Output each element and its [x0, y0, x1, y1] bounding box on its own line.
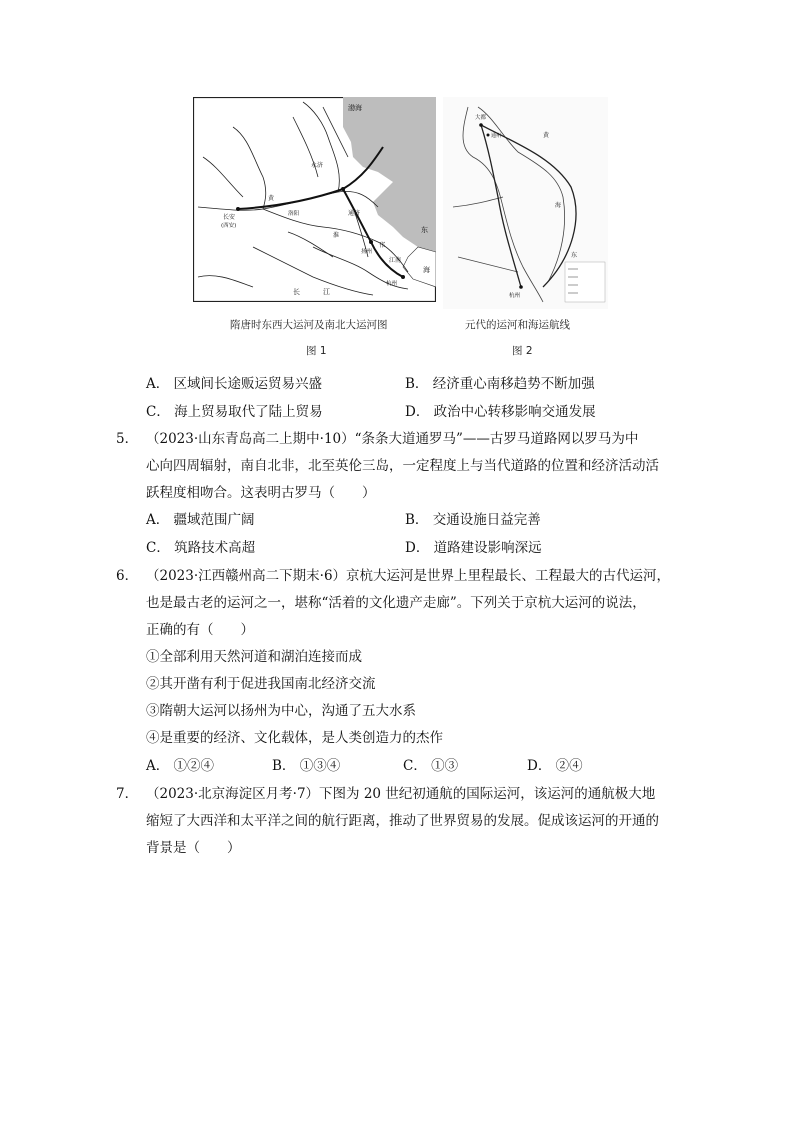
q6-line-2: 也是最古老的运河之一，堪称“活着的文化遗产走廊”。下列关于京杭大运河的说法，: [146, 595, 646, 611]
label-jiang: 江: [323, 288, 330, 296]
q7-line-1: （2023·北京海淀区月考·7）下图为 20 世纪初通航的国际运河，该运河的通航极大地: [146, 786, 656, 802]
figure-2-caption: 元代的运河和海运航线: [465, 319, 570, 331]
q7-line-3: 背景是（ ）: [146, 840, 241, 856]
q5-option-d[interactable]: D． 道路建设影响深远: [405, 540, 542, 556]
label-bohai: 渤海: [348, 104, 362, 112]
label-changan: 长安: [223, 214, 236, 221]
figure-1-label: 图 1: [306, 345, 327, 357]
label-tongzhou: 通州: [491, 133, 502, 139]
q4-option-d[interactable]: D． 政治中心转移影响交通发展: [405, 404, 596, 420]
figure-2-label: 图 2: [512, 345, 533, 357]
q5-number: 5．: [116, 431, 139, 447]
label-dong: 东: [421, 226, 428, 234]
q6-statement-3: ③隋朝大运河以扬州为中心，沟通了五大水系: [146, 703, 416, 719]
q5-line-2: 心向四周辐射，南自北非，北至英伦三岛，一定程度上与当代道路的位置和经济活动活: [146, 458, 659, 474]
figure-2-map: [443, 97, 608, 309]
label-dong-2: 东: [571, 252, 578, 259]
label-changan-alt: (西安): [221, 223, 237, 229]
figure-1-caption: 隋唐时东西大运河及南北大运河图: [230, 319, 388, 331]
figure-1-map: [193, 97, 436, 302]
label-han: 邗: [379, 242, 386, 249]
label-hai: 海: [423, 266, 430, 274]
label-hangzhou: 杭州: [386, 281, 398, 287]
q6-option-b[interactable]: B． ①③④: [272, 758, 341, 774]
q5-option-b[interactable]: B． 交通设施日益完善: [405, 512, 541, 528]
q7-line-2: 缩短了大西洋和太平洋之间的航行距离，推动了世界贸易的发展。促成该运河的开通的: [146, 813, 659, 829]
q4-option-b[interactable]: B． 经济重心南移趋势不断加强: [405, 376, 595, 392]
label-dadu: 大都: [475, 115, 487, 121]
q6-statement-2: ②其开凿有利于促进我国南北经济交流: [146, 676, 376, 692]
q4-option-a[interactable]: A． 区域间长途贩运贸易兴盛: [146, 376, 323, 392]
map-legend: [565, 262, 605, 302]
q5-option-a[interactable]: A． 疆域范围广阔: [146, 512, 255, 528]
label-jiangnan: 江南: [389, 257, 402, 264]
label-yangzhou: 扬州: [361, 249, 373, 255]
label-luoyang: 洛阳: [288, 211, 300, 217]
q6-line-3: 正确的有（ ）: [146, 622, 254, 638]
label-yongji: 永济: [311, 162, 324, 169]
q5-option-c[interactable]: C． 筑路技术高超: [146, 540, 256, 556]
q5-line-3: 跃程度相吻合。这表明古罗马（ ）: [146, 485, 376, 501]
label-tongji: 通济: [348, 210, 361, 217]
q6-statement-4: ④是重要的经济、文化载体，是人类创造力的杰作: [146, 730, 443, 746]
q6-option-d[interactable]: D． ②④: [527, 758, 583, 774]
q7-number: 7．: [116, 786, 139, 802]
label-hangzhou-2: 杭州: [509, 293, 521, 299]
q6-option-a[interactable]: A． ①②④: [146, 758, 215, 774]
q6-number: 6．: [116, 568, 139, 584]
label-huai: 淮: [333, 232, 340, 239]
label-huang: 黄: [268, 195, 275, 202]
q4-option-c[interactable]: C． 海上贸易取代了陆上贸易: [146, 404, 323, 420]
label-huang-2: 黄: [543, 132, 550, 139]
q5-line-1: （2023·山东青岛高二上期中·10）“条条大道通罗马”——古罗马道路网以罗马为中: [146, 431, 639, 447]
q6-option-c[interactable]: C． ①③: [403, 758, 459, 774]
q6-statement-1: ①全部利用天然河道和湖泊连接而成: [146, 649, 362, 665]
label-chang: 长: [293, 288, 300, 296]
q6-line-1: （2023·江西赣州高二下期末·6）京杭大运河是世界上里程最长、工程最大的古代运河，: [146, 568, 671, 584]
label-hai-2: 海: [555, 202, 562, 209]
